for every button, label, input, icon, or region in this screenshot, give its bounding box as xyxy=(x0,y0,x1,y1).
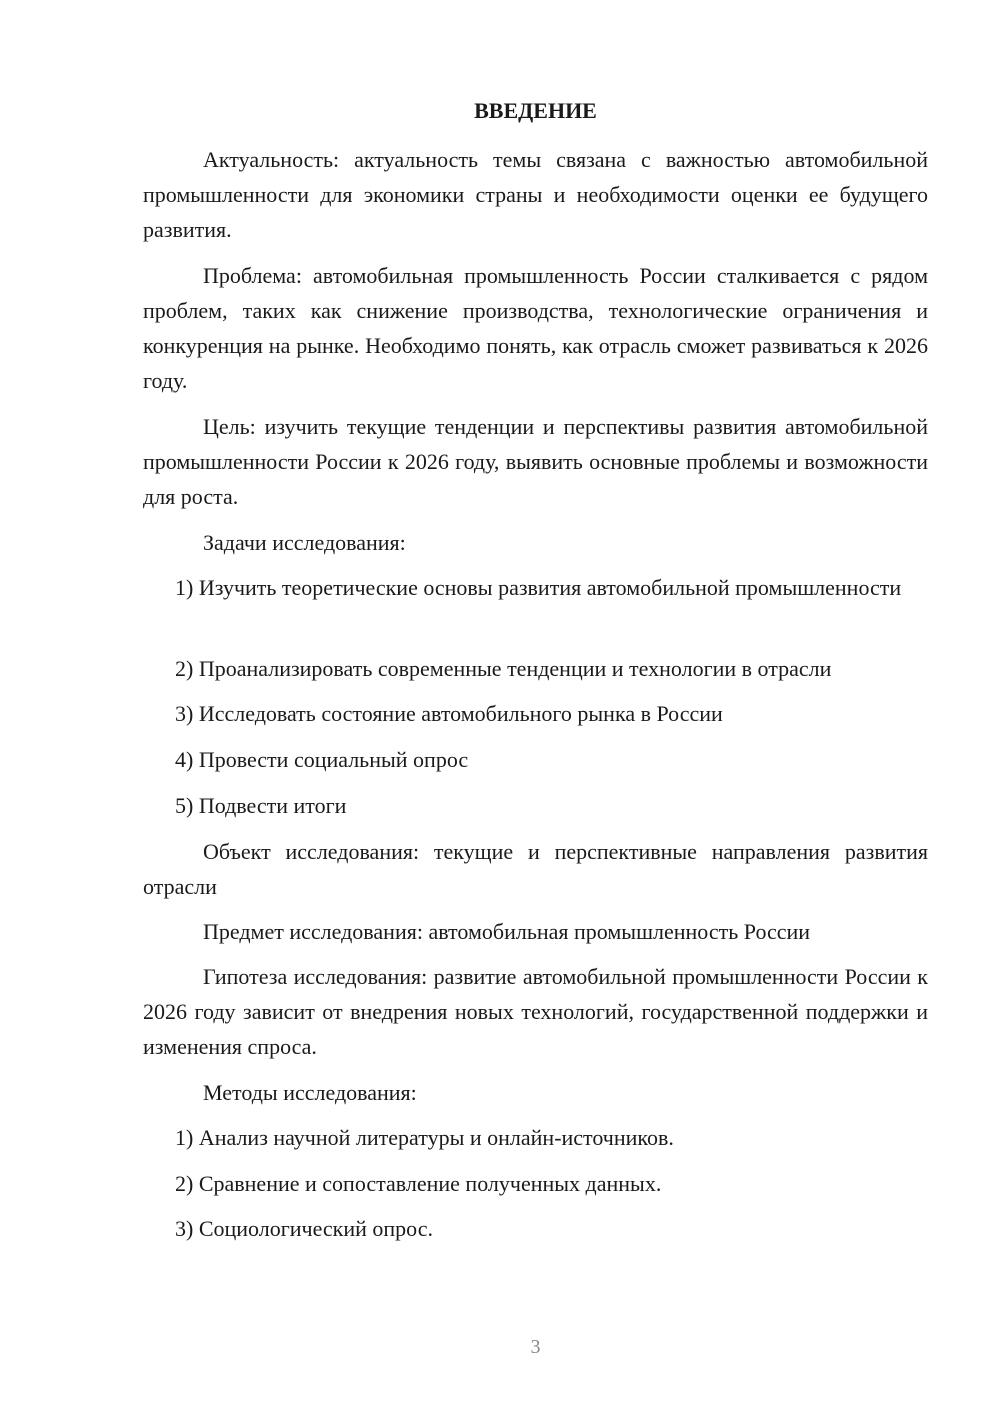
document-page xyxy=(143,0,928,1414)
page-title: ВВЕДЕНИЕ xyxy=(474,98,597,123)
goal-paragraph: Цель: изучить текущие тенденции и перспективы развития автомобильной промышленности России к 2026 году, выявить основные проблемы и возможности для роста. xyxy=(143,414,928,509)
method-item-3: 3) Социологический опрос. xyxy=(175,1216,433,1241)
task-item-3: 3) Исследовать состояние автомобильного рынка в России xyxy=(175,701,723,726)
subject-paragraph: Предмет исследования: автомобильная промышленность России xyxy=(203,919,811,944)
method-item-1: 1) Анализ научной литературы и онлайн-источников. xyxy=(175,1125,674,1150)
relevance-paragraph: Актуальность: актуальность темы связана с важностью автомобильной промышленности для экономики страны и необходимости оценки ее будущего развития. xyxy=(143,147,928,242)
tasks-title: Задачи исследования: xyxy=(203,530,406,555)
method-item-2: 2) Сравнение и сопоставление полученных данных. xyxy=(175,1171,662,1196)
hypothesis-paragraph: Гипотеза исследования: развитие автомобильной промышленности России к 2026 году зависит от внедрения новых технологий, государственной поддержки и изменения спроса. xyxy=(143,964,928,1059)
page-number: 3 xyxy=(530,1336,541,1358)
methods-title: Методы исследования: xyxy=(203,1080,417,1105)
problem-paragraph: Проблема: автомобильная промышленность России сталкивается с рядом проблем, таких как снижение производства, технологические ограничения и конкуренция на рынке. Необходимо понять, как отрасль сможет развиваться к 2026 году. xyxy=(143,263,928,393)
task-item-2: 2) Проанализировать современные тенденции и технологии в отрасли xyxy=(175,656,832,681)
task-item-4: 4) Провести социальный опрос xyxy=(175,747,469,772)
object-paragraph: Объект исследования: текущие и перспективные направления развития отрасли xyxy=(143,839,928,899)
task-item-5: 5) Подвести итоги xyxy=(175,793,347,818)
task-item-1: 1) Изучить теоретические основы развития автомобильной промышленности xyxy=(175,575,902,600)
